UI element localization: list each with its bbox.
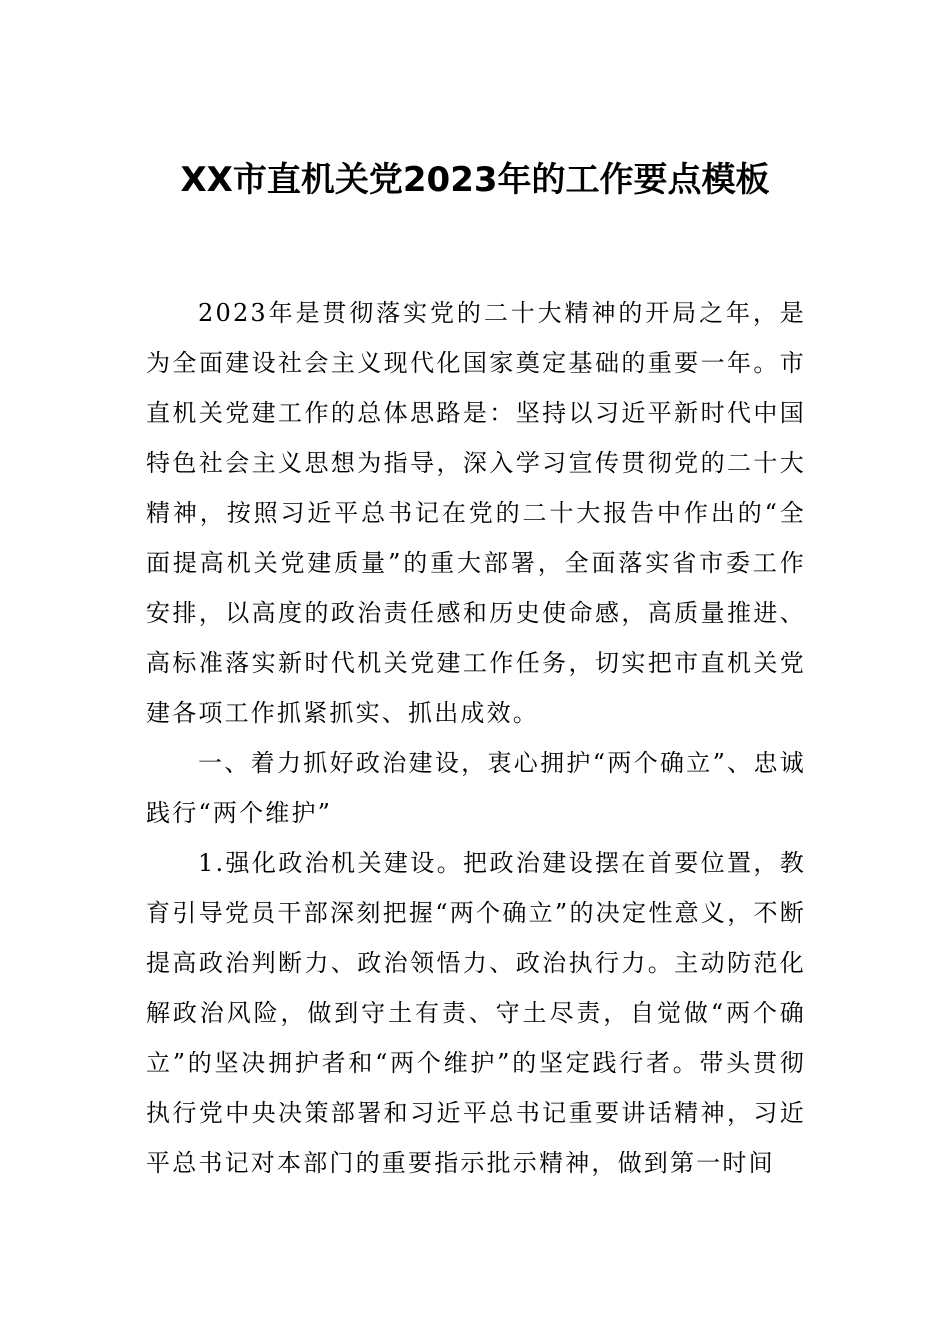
document-title: XX市直机关党2023年的工作要点模板 [180,160,770,200]
document-body [146,288,806,1188]
item-paragraph-1: 1.强化政治机关建设。把政治建设摆在首要位置，教育引导党员干部深刻把握“两个确立”的决定性意义，不断提高政治判断力、政治领悟力、政治执行力。主动防范化解政治风险，做到守土有责、守土尽责，自觉做“两个确立”的坚决拥护者和“两个维护”的坚定践行者。带头贯彻执行党中央决策部署和习近平总书记重要讲话精神，习近平总书记对本部门的重要指示批示精神，做到第一时间 [146,849,806,1177]
intro-paragraph: 2023年是贯彻落实党的二十大精神的开局之年，是为全面建设社会主义现代化国家奠定基础的重要一年。市直机关党建工作的总体思路是：坚持以习近平新时代中国特色社会主义思想为指导，深入学习宣传贯彻党的二十大精神，按照习近平总书记在党的二十大报告中作出的“全面提高机关党建质量”的重大部署，全面落实省市委工作安排，以高度的政治责任感和历史使命感，高质量推进、高标准落实新时代机关党建工作任务，切实把市直机关党建各项工作抓紧抓实、抓出成效。 [146,299,806,727]
section-heading-1: 一、着力抓好政治建设，衷心拥护“两个确立”、忠诚践行“两个维护” [146,749,806,827]
